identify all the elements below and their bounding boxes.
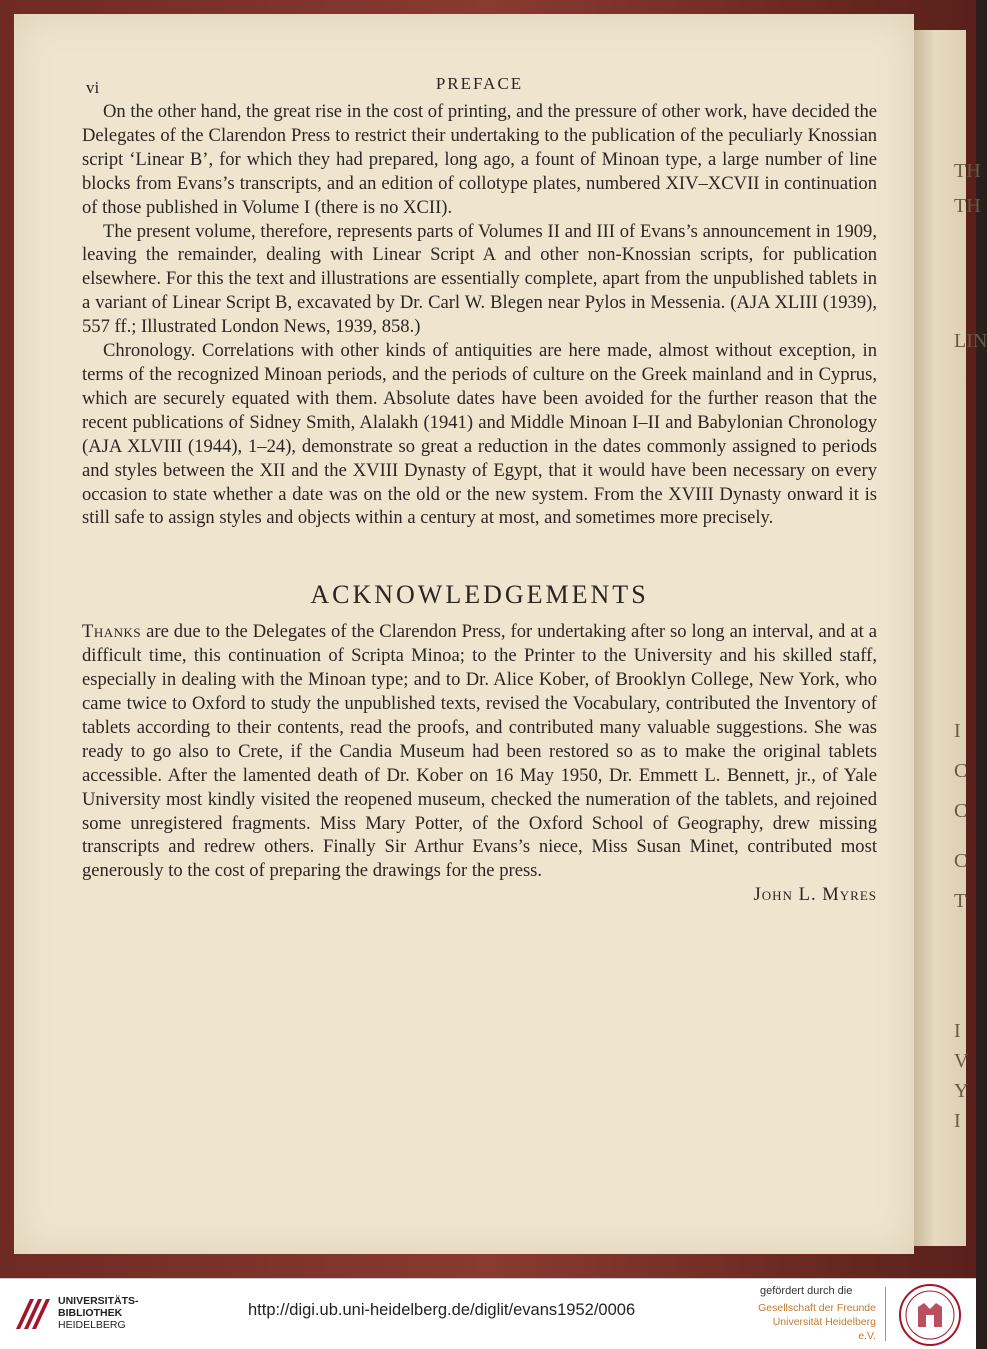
acknowledgements-heading: ACKNOWLEDGEMENTS bbox=[310, 580, 649, 610]
preface-paragraph: Chronology. Correlations with other kinds of antiquities are here made, almost without exception, in terms of the recognized Minoan periods, and the periods of culture on the Greek mainland and in Cyprus, which are securely equated with them. Absolute dates have been avoided for the further reason that the recent publications of Sidney Smith, Alalakh (1941) and Middle Minoan I–II and Babylonian Chronology (AJA XLVIII (1944), 1–24), demonstrate so great a reduction in the dates commonly assigned to periods and styles between the XII and the XVIII Dynasty of Egypt, that it would have been necessary on every occasion to state whether a date was on the old or the new system. From the XVIII Dynasty onward it is still safe to assign styles and objects within a century at most, and sometimes more precisely. bbox=[82, 340, 877, 529]
library-name-line: BIBLIOTHEK bbox=[58, 1307, 123, 1319]
running-head bbox=[82, 72, 877, 96]
facing-page-edge: TH TH LIN I C C C T I V Y I bbox=[914, 30, 966, 1246]
page-content bbox=[82, 72, 877, 907]
running-head-title: PREFACE bbox=[435, 74, 524, 93]
viewer-footer bbox=[0, 1278, 976, 1349]
library-name bbox=[58, 1295, 139, 1331]
sponsor-name-line: Universität Heidelberg e.V. bbox=[772, 1316, 876, 1342]
permalink-url[interactable]: http://digi.ub.uni-heidelberg.de/diglit/evans1952/0006 bbox=[248, 1301, 636, 1319]
preface-paragraph: On the other hand, the great rise in the cost of printing, and the pressure of other work, have decided the Delegates of the Clarendon Press to restrict their undertaking to the publication of the peculiarly Knossian script ‘Linear B’, for which they had prepared, long ago, a fount of Minoan type, a large number of line blocks from Evans’s transcripts, and an edition of collotype plates, numbered XIV–XCVII in continuation of those published in Volume I (there is no XCII). bbox=[82, 101, 877, 218]
sponsor-name-line: Gesellschaft der Freunde bbox=[758, 1302, 876, 1314]
acknowledgements-body: are due to the Delegates of the Clarendon Press, for undertaking after so long an interval, and at a difficult time, this continuation of Scripta Minoa; to the Printer to the University and his skilled staff, especially in dealing with the Minoan type; and to Dr. Alice Kober, of Brooklyn College, New York, who came twice to Oxford to study the unpublished texts, revised the Vocabulary, contributed the Inventory of tablets according to their contents, read the proofs, and contributed many valuable suggestions. She was ready to go also to Crete, if the Candia Museum had been restored so as to make the original tablets accessible. After the lamented death of Dr. Kober on 16 May 1950, Dr. Emmett L. Bennett, jr., of Yale University most kindly visited the reopened museum, checked the numeration of the tablets, and rejoined some unregistered fragments. Miss Mary Potter, of the Oxford School of Geography, drew missing transcripts and redrew others. Finally Sir Arthur Evans’s niece, Miss Susan Minet, contributed most generously to the cost of preparing the drawings for the press. bbox=[82, 621, 877, 882]
preface-paragraph: The present volume, therefore, represents parts of Volumes II and III of Evans’s announcement in 1909, leaving the remainder, dealing with Linear Script A and other non-Knossian scripts, for publication elsewhere. For this the text and illustrations are essentially complete, apart from the unpublished tablets in a variant of Linear Script B, excavated by Dr. Carl W. Blegen near Pylos in Messenia. (AJA XLIII (1939), 557 ff.; Illustrated London News, 1939, 858.) bbox=[82, 220, 877, 338]
university-seal-icon bbox=[898, 1283, 962, 1347]
sponsor-name bbox=[756, 1301, 876, 1343]
page-number: vi bbox=[86, 78, 100, 97]
footer-divider bbox=[885, 1287, 886, 1341]
library-logo-icon bbox=[10, 1293, 52, 1335]
acknowledgements-lead-word: Thanks bbox=[82, 621, 142, 643]
library-name-line: HEIDELBERG bbox=[58, 1319, 126, 1331]
library-name-line: UNIVERSITÄTS- bbox=[58, 1295, 139, 1307]
sponsor-label: gefördert durch die bbox=[760, 1285, 853, 1297]
acknowledgements-paragraph bbox=[82, 620, 877, 883]
author-signature: John L. Myres bbox=[753, 884, 877, 906]
